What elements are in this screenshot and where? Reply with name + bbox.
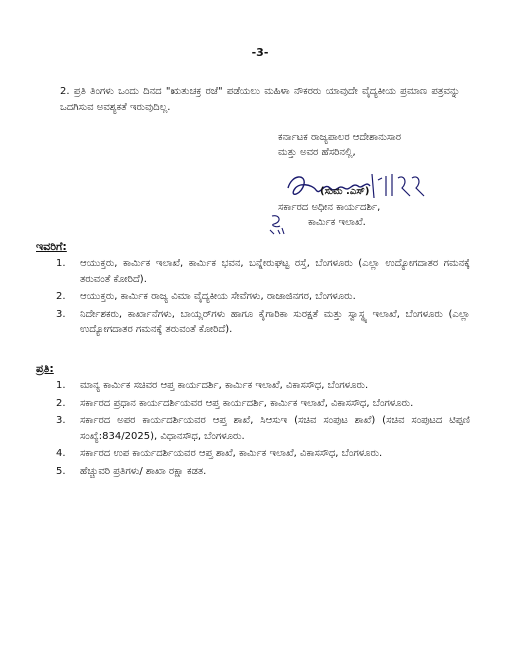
signatory-title bbox=[278, 200, 380, 230]
main-paragraph: 2. ಪ್ರತಿ ತಿಂಗಳು ಒಂದು ದಿನದ "ಋತುಚಕ್ರ ರಜೆ" ಪಡೆಯಲು ಮಹಿಳಾ ನೌಕರರು ಯಾವುದೇ ವೈದ್ಯಕೀಯ ಪ್ರಮಾಣ ಪತ್ರವನ್ನು ಒದಗಿಸುವ ಅವಶ್ಯಕತೆ ಇರುವುದಿಲ್ಲ. bbox=[60, 86, 460, 113]
list-item: 2. ಸರ್ಕಾರದ ಪ್ರಧಾನ ಕಾರ್ಯದರ್ಶಿಯವರ ಆಪ್ತ ಕಾರ್ಯದರ್ಶಿ, ಕಾರ್ಮಿಕ ಇಲಾಖೆ, ವಿಕಾಸಸೌಧ, ಬೆಂಗಳೂರು. bbox=[56, 397, 414, 409]
page-number: -3- bbox=[251, 46, 269, 59]
on-behalf-line: ಮತ್ತು ಅವರ ಹೆಸರಿನಲ್ಲಿ, bbox=[278, 147, 356, 158]
copies-list bbox=[50, 378, 470, 481]
list-item: 1. ಮಾನ್ಯ ಕಾರ್ಮಿಕ ಸಚಿವರ ಆಪ್ತ ಕಾರ್ಯದರ್ಶಿ, ಕಾರ್ಮಿಕ ಇಲಾಖೆ, ವಿಕಾಸಸೌಧ, ಬೆಂಗಳೂರು. bbox=[56, 380, 369, 391]
recipients-heading: ಇವರಿಗೆ: bbox=[36, 240, 67, 253]
list-item: 1. ಆಯುಕ್ತರು, ಕಾರ್ಮಿಕ ಇಲಾಖೆ, ಕಾರ್ಮಿಕ ಭವನ, ಬನ್ನೇರುಘಟ್ಟ ರಸ್ತೆ, ಬೆಂಗಳೂರು (ಎಲ್ಲಾ ಉದ್ಯೋಗದಾತರ ಗಮನಕ್ಕೆ ತರುವಂತೆ ಕೋರಿದೆ). bbox=[56, 258, 470, 285]
signatory-name: (ಸುಮ .ಎಸ್) bbox=[320, 186, 370, 197]
copies-heading: ಪ್ರತಿ: bbox=[36, 362, 54, 375]
list-item: 3. ನಿರ್ದೇಶಕರು, ಕಾರ್ಖಾನೆಗಳು, ಬಾಯ್ಲರ್‌ಗಳು ಹಾಗೂ ಕೈಗಾರಿಕಾ ಸುರಕ್ಷತೆ ಮತ್ತು ಸ್ವಾಸ್ಥ್ಯ ಇಲಾಖೆ, ಬೆಂಗಳೂರು (ಎಲ್ಲಾ ಉದ್ಯೋಗದಾತರ ಗಮನಕ್ಕೆ ತರುವಂತೆ ಕೋರಿದೆ). bbox=[56, 308, 470, 335]
department-line: ಕಾರ್ಮಿಕ ಇಲಾಖೆ. bbox=[308, 217, 366, 228]
authority-line: ಕರ್ನಾಟಕ ರಾಜ್ಯಪಾಲರ ಆದೇಶಾನುಸಾರ bbox=[278, 132, 402, 143]
designation-line: ಸರ್ಕಾರದ ಅಧೀನ ಕಾರ್ಯದರ್ಶಿ, bbox=[278, 202, 381, 213]
handwritten-initials bbox=[266, 212, 290, 236]
recipients-list bbox=[50, 256, 470, 340]
list-item: 2. ಆಯುಕ್ತರು, ಕಾರ್ಮಿಕ ರಾಜ್ಯ ವಿಮಾ ವೈದ್ಯಕೀಯ ಸೇವೆಗಳು, ರಾಜಾಜಿನಗರ, ಬೆಂಗಳೂರು. bbox=[56, 291, 356, 302]
signature-block-header bbox=[278, 130, 401, 160]
list-item: 3. ಸರ್ಕಾರದ ಅಪರ ಕಾರ್ಯದರ್ಶಿಯವರ ಆಪ್ತ ಶಾಖೆ, ಸಿಆಸುಇ (ಸಚಿವ ಸಂಪುಟ ಶಾಖೆ) (ಸಚಿವ ಸಂಪುಟದ ಟಿಪ್ಪಣಿ ಸಂಖ್ಯೆ:834/2025), ವಿಧಾನಸೌಧ, ಬೆಂಗಳೂರು. bbox=[56, 415, 470, 442]
list-item: 5. ಹೆಚ್ಚುವರಿ ಪ್ರತಿಗಳು/ ಶಾಖಾ ರಕ್ಷಾ ಕಡತ. bbox=[56, 465, 207, 477]
list-item: 4. ಸರ್ಕಾರದ ಉಪ ಕಾರ್ಯದರ್ಶಿಯವರ ಆಪ್ತ ಶಾಖೆ, ಕಾರ್ಮಿಕ ಇಲಾಖೆ, ವಿಕಾಸಸೌಧ, ಬೆಂಗಳೂರು. bbox=[56, 448, 383, 459]
